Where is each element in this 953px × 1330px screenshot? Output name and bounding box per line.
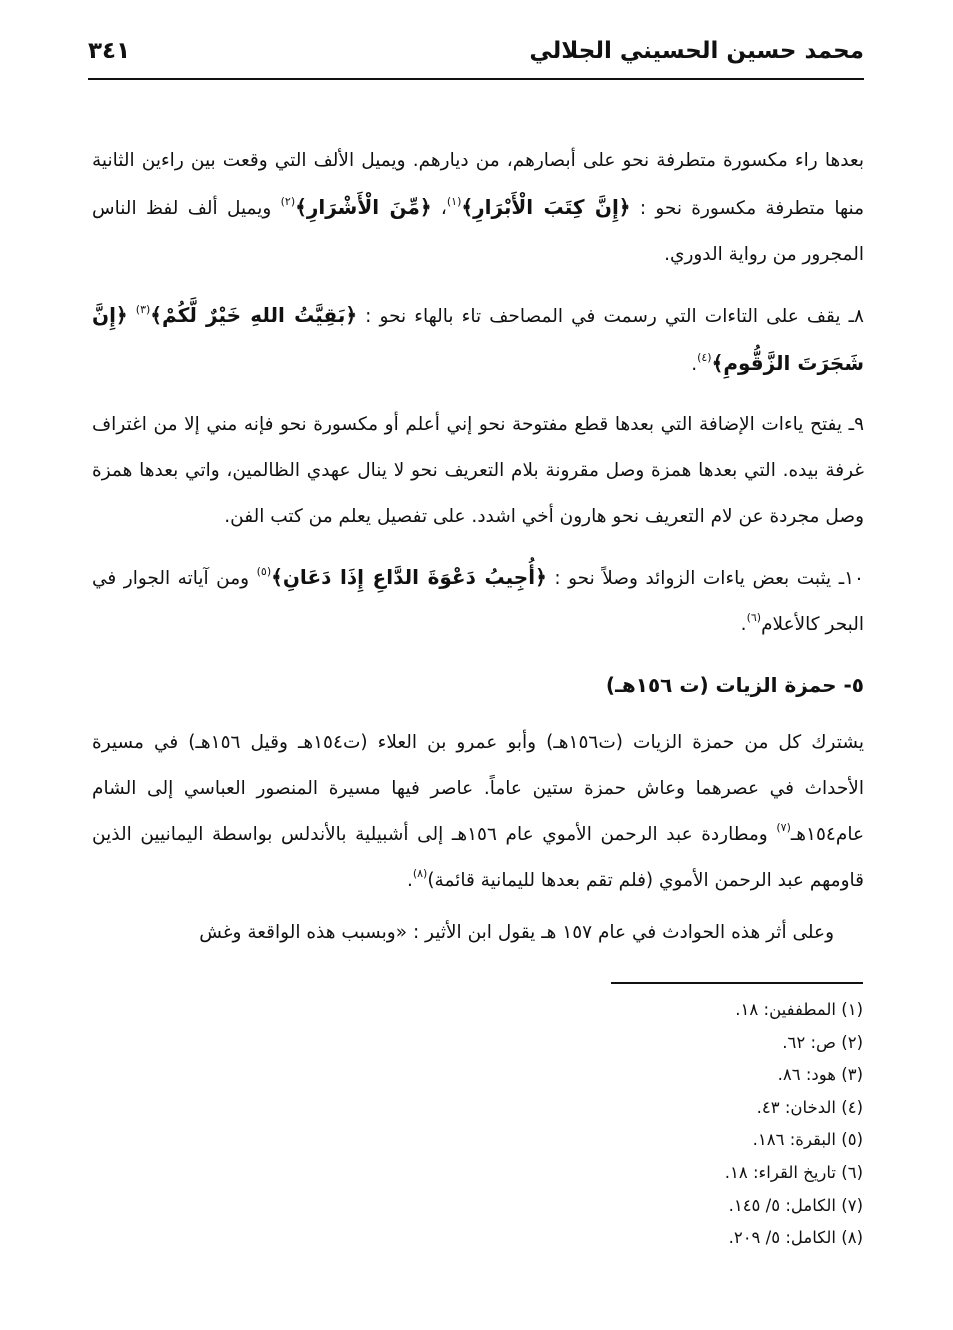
footnote-ref: (٧)	[776, 821, 791, 834]
quran-verse: ﴿مِّنَ الْأَشْرَارِ﴾	[295, 195, 432, 219]
footnotes	[463, 994, 863, 1255]
text-span: ،	[431, 198, 447, 219]
quran-verse: ﴿إِنَّ كِتَبَ الْأَبْرَارِ﴾	[461, 195, 631, 219]
text-span: ٨ـ يقف على التاءات التي رسمت في المصاحف تاء بالهاء نحو :	[357, 306, 864, 327]
footnote-ref: (١)	[446, 195, 462, 208]
paragraph-1	[92, 138, 864, 278]
body-text	[92, 138, 864, 962]
footnote-divider	[611, 982, 863, 984]
footnote-4: (٤) الدخان: ٤٣.	[756, 1097, 863, 1117]
text-span: ومن آياته الجوار في البحر كالأعلام	[92, 568, 864, 635]
quran-verse: ﴿إِنَّ شَجَرَتَ الزَّقُّومِ﴾	[92, 303, 864, 375]
text-span: .	[406, 870, 413, 891]
footnote-2: (٢) ص: ٦٢.	[782, 1032, 863, 1052]
footnote-1: (١) المطففين: ١٨.	[735, 1000, 863, 1019]
quran-verse: ﴿بَقِيَّتُ اللهِ خَيْرٌ لَّكُمْ﴾	[150, 303, 358, 327]
footnote-ref: (٣)	[135, 303, 151, 316]
text-span	[128, 306, 136, 327]
section-heading: ٥- حمزة الزيات (ت ١٥٦هـ)	[605, 673, 864, 697]
footnote-ref: (٢)	[280, 195, 296, 208]
paragraph-4	[92, 554, 864, 648]
text-span: .	[691, 354, 698, 375]
paragraph-5	[92, 720, 864, 904]
text-span: ومطاردة عبد الرحمن الأموي عام ١٥٦هـ إلى أشبيلية بالأندلس بواسطة اليمانيين الذين قاومهم عبد الرحمن الأموي (فلم تقم بعدها لليمانية قائمة)	[92, 824, 864, 891]
text-span: ١٠ـ يثبت بعض ياءات الزوائد وصلاً نحو :	[546, 568, 864, 589]
paragraph-3	[92, 402, 864, 540]
quran-verse: ﴿أُجِيبُ دَعْوَةَ الدَّاعِ إِذَا دَعَانِ﴾	[271, 565, 547, 589]
header-divider	[88, 78, 864, 80]
footnote-7: (٧) الكامل: ٥/ ١٤٥.	[728, 1195, 863, 1215]
text-span: وعلى أثر هذه الحوادث في عام ١٥٧ هـ يقول ابن الأثير : «وبسبب هذه الواقعة وغش	[199, 922, 834, 943]
page-number: ٣٤١	[88, 38, 131, 64]
text-span: .	[740, 614, 747, 635]
text-span: بعدها راء مكسورة متطرفة نحو على أبصارهم، من ديارهم. ويميل الألف التي وقعت بين راءين الثانية منها متطرفة مكسورة نحو :	[92, 150, 865, 219]
footnote-5: (٥) البقرة: ١٨٦.	[752, 1130, 863, 1150]
paragraph-6	[92, 910, 864, 956]
text-span: يشترك كل من حمزة الزيات (ت١٥٦هـ) وأبو عمرو بن العلاء (ت١٥٤هـ وقيل ١٥٦هـ) في مسيرة الأحداث في عصرهما وعاش حمزة ستين عاماً. عاصر فيها مسيرة المنصور العباسي إلى الشام عام١٥٤هـ	[92, 732, 864, 845]
footnote-8: (٨) الكامل: ٥/ ٢٠٩.	[728, 1228, 863, 1248]
footnote-3: (٣) هود: ٨٦.	[777, 1065, 863, 1085]
footnote-ref: (٦)	[746, 611, 762, 624]
footnote-ref: (٨)	[412, 867, 428, 880]
running-header	[88, 28, 864, 74]
footnote-6: (٦) تاريخ القراء: ١٨.	[724, 1162, 863, 1182]
footnote-ref: (٤)	[697, 351, 712, 364]
text-span: ويميل ألف لفظ الناس المجرور من رواية الدوري.	[92, 198, 864, 265]
footnote-ref: (٥)	[256, 565, 272, 578]
header-author: محمد حسين الحسيني الجلالي	[529, 38, 864, 64]
text-span: ٩ـ يفتح ياءات الإضافة التي بعدها قطع مفتوحة نحو إني أعلم أو مكسورة نحو فإنه مني إلا من اغتراف غرفة بيده. التي بعدها همزة وصل مقرونة بلام التعريف نحو لا ينال عهدي الظالمين، واتي بعدها همزة وصل مجردة عن لام التعريف نحو هارون أخي اشدد. على تفصيل يعلم من كتب الفن.	[92, 414, 864, 527]
paragraph-2	[92, 292, 864, 388]
